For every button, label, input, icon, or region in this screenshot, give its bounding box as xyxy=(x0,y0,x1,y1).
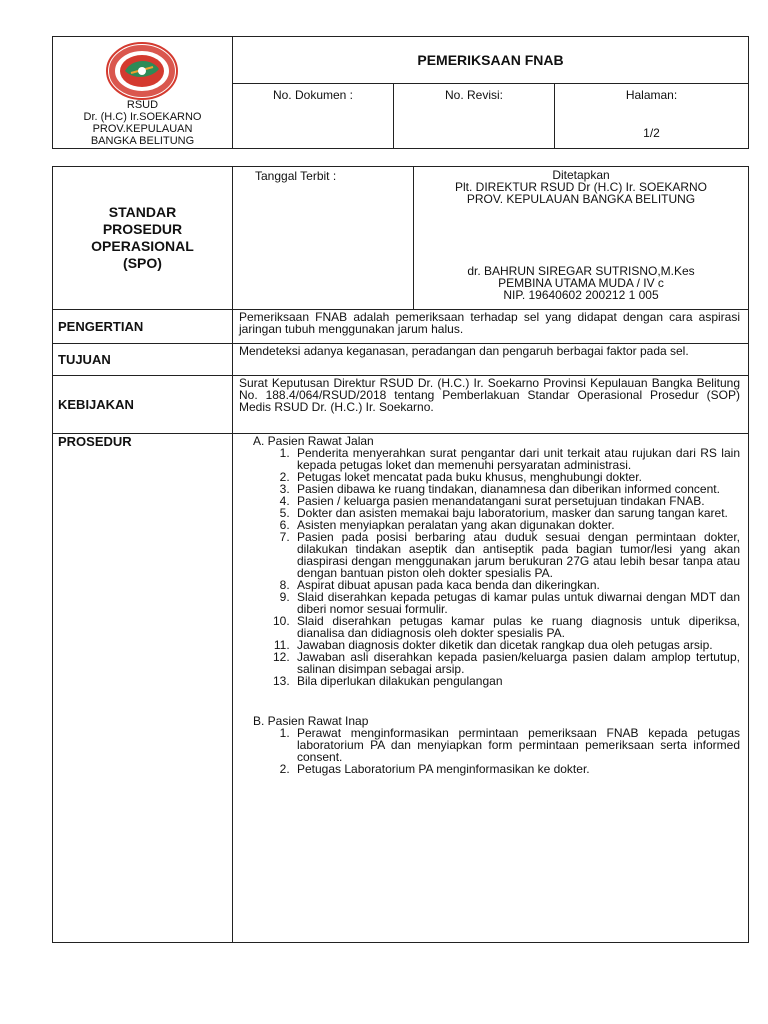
prosedur-label: PROSEDUR xyxy=(53,434,233,943)
organization-name: RSUD Dr. (H.C) Ir.SOEKARNO PROV.KEPULAUAN BANGKA BELITUNG xyxy=(83,99,202,147)
pengertian-text: Pemeriksaan FNAB adalah pemeriksaan terhadap sel yang didapat dengan cara aspirasi jaringan tubuh menggunakan jarum halus. xyxy=(233,310,749,344)
section-a-heading: A. Pasien Rawat Jalan xyxy=(253,434,374,448)
list-item: 2. Petugas Laboratorium PA menginformasikan ke dokter. xyxy=(293,763,740,775)
doc-number-label: No. Dokumen : xyxy=(272,88,354,102)
approval-cell xyxy=(414,167,749,310)
kebijakan-label: KEBIJAKAN xyxy=(53,376,233,434)
revision-label: No. Revisi: xyxy=(444,88,503,102)
page-value: 1/2 xyxy=(643,126,660,140)
page-label: Halaman: xyxy=(625,88,678,102)
tujuan-text: Mendeteksi adanya keganasan, peradangan dan pengaruh berbagai faktor pada sel. xyxy=(233,344,749,376)
kebijakan-text: Surat Keputusan Direktur RSUD Dr. (H.C.) Ir. Soekarno Provinsi Kepulauan Bangka Belitung No. 188.4/064/RSUD/2018 tentang Pemberlakuan Standar Operasional Prosedur (SOP) Medis RSUD Dr. (H.C.) Ir. Soekarno. xyxy=(233,376,749,434)
list-item: 9. Slaid diserahkan kepada petugas di kamar pulas untuk diwarnai dengan MDT dan diberi nomor sesuai formulir. xyxy=(293,591,740,615)
section-b-steps xyxy=(239,727,740,775)
document-title: PEMERIKSAAN FNAB xyxy=(233,37,749,84)
list-item: 6. Asisten menyiapkan peralatan yang akan digunakan dokter. xyxy=(293,519,740,531)
document-header xyxy=(52,36,749,149)
hospital-seal-icon xyxy=(105,41,179,101)
list-item: 10. Slaid diserahkan petugas kamar pulas ke ruang diagnosis untuk diperiksa, dianalisa dan didiagnosis oleh dokter spesialis PA. xyxy=(293,615,740,639)
pengertian-label: PENGERTIAN xyxy=(53,310,233,344)
tujuan-label: TUJUAN xyxy=(53,344,233,376)
list-item: 12. Jawaban asli diserahkan kepada pasien/keluarga pasien dalam amplop tertutup, salinan disimpan sebagai arsip. xyxy=(293,651,740,675)
list-item: 13. Bila diperlukan dilakukan pengulangan xyxy=(293,675,740,687)
issue-date-cell xyxy=(233,167,414,310)
spo-table xyxy=(52,166,749,943)
list-item: 7. Pasien pada posisi berbaring atau duduk sesuai dengan permintaan dokter, dilakukan tindakan aseptik dan antiseptik pada bagian tumor/lesi yang akan diaspirasi dengan menggunakan jarum berukuran 27G atau lebih besar tanpa atau dengan bantuan piston oleh dokter spesialis PA. xyxy=(293,531,740,579)
revision-cell xyxy=(394,84,555,149)
list-item: 1. Perawat menginformasikan permintaan pemeriksaan FNAB kepada petugas laboratorium PA dan menyiapkan form permintaan pemeriksaan serta informed consent. xyxy=(293,727,740,763)
section-a-steps xyxy=(239,447,740,687)
prosedur-content xyxy=(233,434,749,943)
page-cell xyxy=(555,84,749,149)
section-b-heading: B. Pasien Rawat Inap xyxy=(253,714,369,728)
list-item: 2. Petugas loket mencatat pada buku khusus, menghubungi dokter. xyxy=(293,471,740,483)
list-item: 11. Jawaban diagnosis dokter diketik dan dicetak rangkap dua oleh petugas arsip. xyxy=(293,639,740,651)
logo-cell xyxy=(53,37,233,149)
list-item: 5. Dokter dan asisten memakai baju laboratorium, masker dan sarung tangan karet. xyxy=(293,507,740,519)
approval-block: Ditetapkan Plt. DIREKTUR RSUD Dr (H.C) Ir. SOEKARNO PROV. KEPULAUAN BANGKA BELITUNG xyxy=(454,168,708,206)
list-item: 4. Pasien / keluarga pasien menandatangani surat persetujuan tindakan FNAB. xyxy=(293,495,740,507)
list-item: 8. Aspirat dibuat apusan pada kaca benda dan dikeringkan. xyxy=(293,579,740,591)
signer-block: dr. BAHRUN SIREGAR SUTRISNO,M.Kes PEMBINA UTAMA MUDA / IV c NIP. 19640602 200212 1 005 xyxy=(467,264,695,302)
list-item: 1. Penderita menyerahkan surat pengantar dari unit terkait atau rujukan dari RS lain kepada petugas loket dan memenuhi persyaratan administrasi. xyxy=(293,447,740,471)
doc-number-cell xyxy=(233,84,394,149)
spo-title: STANDAR PROSEDUR OPERASIONAL (SPO) xyxy=(53,167,233,310)
list-item: 3. Pasien dibawa ke ruang tindakan, dianamnesa dan diberikan informed concent. xyxy=(293,483,740,495)
issue-date-label: Tanggal Terbit : xyxy=(255,169,337,183)
